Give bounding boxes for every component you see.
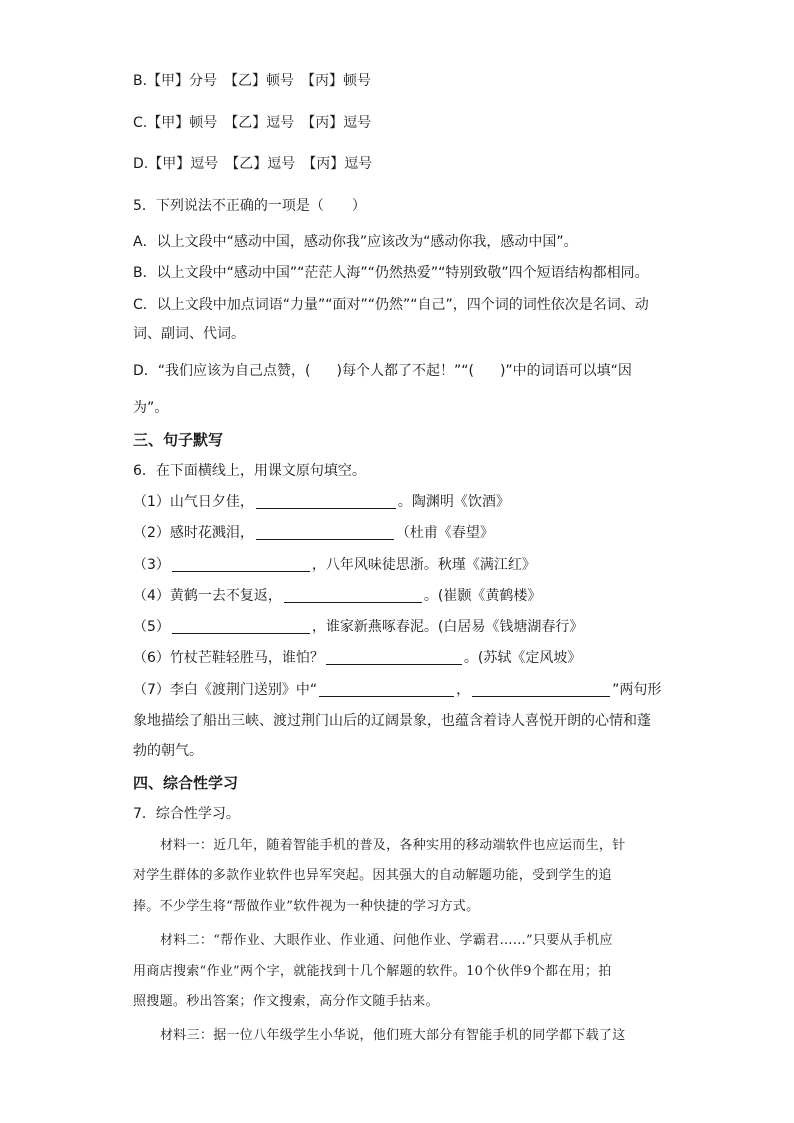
option-c: C.【甲】顿号 【乙】逗号 【丙】逗号: [133, 115, 372, 131]
q6-item-7-suffix: ”两句形: [612, 682, 662, 698]
option-d: D.【甲】逗号 【乙】逗号 【丙】逗号: [133, 156, 373, 172]
material-1-line1: 材料一：近几年，随着智能手机的普及，各种实用的移动端软件也应运而生，针: [160, 838, 626, 853]
q6-item-3-prefix: （3）: [133, 557, 170, 573]
material-1-line3: 捧。不少学生将“帮做作业”软件视为一种快捷的学习方式。: [133, 899, 480, 914]
q6-item-4-prefix: （4）黄鹤一去不复返，: [133, 588, 282, 604]
q6-item-6-suffix: 。(苏轼《定风坡》: [463, 650, 582, 666]
q5-option-d-line2: 为”。: [133, 400, 169, 416]
section-4-heading: 四、综合性学习: [133, 774, 239, 792]
q6-item-1-suffix: 。陶渊明《饮酒》: [397, 494, 510, 510]
answer-blank[interactable]: [256, 525, 394, 540]
q5-d-part2: )每个人都了不起！”“(: [336, 363, 474, 379]
answer-blank[interactable]: [172, 557, 310, 572]
q5-option-d-line1: [133, 361, 632, 381]
option-b: B.【甲】分号 【乙】顿号 【丙】顿号: [133, 73, 372, 89]
q5-d-part3: )”中的词语可以填“因: [499, 363, 632, 379]
q6-item-4: [133, 586, 541, 606]
q6-item-7-line2: 象地描绘了船出三峡、渡过荆门山后的辽阔景象，也蕴含着诗人喜悦开朗的心情和蓬: [133, 713, 651, 729]
material-2-line3: 照搜题。秒出答案；作文搜索，高分作文随手拈来。: [133, 994, 439, 1009]
answer-blank[interactable]: [472, 682, 610, 697]
material-2-line1: 材料二：“帮作业、大眼作业、作业通、问他作业、学霸君……”只要从手机应: [160, 933, 613, 948]
answer-blank[interactable]: [326, 650, 462, 665]
q6-item-6: [133, 648, 581, 668]
q6-item-7-comma: ，: [456, 682, 471, 698]
q6-item-2-prefix: （2）感时花溅泪，: [133, 525, 254, 541]
q6-item-5-prefix: （5）: [133, 619, 170, 635]
question-5-stem: 5．下列说法不正确的一项是（ ）: [133, 198, 366, 214]
q5-option-c-line1: C．以上文段中加点词语“力量”“面对”“仍然”“自己”，四个词的词性依次是名词、动: [133, 297, 649, 313]
question-6-stem: 6．在下面横线上，用课文原句填空。: [133, 463, 366, 479]
answer-blank[interactable]: [284, 588, 422, 603]
q6-item-1-prefix: （1）山气日夕佳，: [133, 494, 254, 510]
answer-blank[interactable]: [319, 682, 454, 697]
q5-option-b: B．以上文段中“感动中国”“茫茫人海”“仍然热爱”“特别致敬”四个短语结构都相同。: [133, 265, 649, 281]
q5-d-part1: D．“我们应该为自己点赞，(: [133, 363, 311, 379]
q5-option-c-line2: 词、副词、代词。: [133, 326, 245, 342]
question-7-stem: 7．综合性学习。: [133, 806, 240, 822]
q6-item-5-suffix: ，谁家新燕啄春泥。(白居易《钱塘湖春行》: [311, 619, 584, 635]
answer-blank[interactable]: [256, 494, 396, 509]
q6-item-5: [133, 617, 583, 637]
q5-option-a: A．以上文段中“感动中国，感动你我”应该改为“感动你我，感动中国”。: [133, 234, 578, 250]
q6-item-7-line3: 勃的朝气。: [133, 743, 203, 759]
material-3-line1: 材料三：据一位八年级学生小华说，他们班大部分有智能手机的同学都下载了这: [160, 1028, 626, 1043]
material-2-line2: 用商店搜索“作业”两个字，就能找到十几个解题的软件。10个伙伴9个都在用；拍: [133, 964, 612, 979]
section-3-heading: 三、句子默写: [133, 431, 224, 449]
answer-blank[interactable]: [172, 619, 310, 634]
material-1-line2: 对学生群体的多款作业软件也异军突起。因其强大的自动解题功能，受到学生的追: [133, 868, 612, 883]
q6-item-7-line1: [133, 680, 661, 700]
q6-item-6-prefix: （6）竹杖芒鞋轻胜马，谁怕？: [133, 650, 324, 666]
q6-item-3: [133, 555, 536, 575]
q6-item-4-suffix: 。(崔颢《黄鹤楼》: [423, 588, 542, 604]
q6-item-1: [133, 492, 510, 512]
q6-item-3-suffix: ，八年风味徒思浙。秋瑾《满江红》: [311, 557, 536, 573]
q6-item-2-suffix: （杜甫《春望》: [395, 525, 494, 541]
q6-item-7-prefix: （7）李白《渡荆门送别》中“: [133, 682, 318, 698]
q6-item-2: [133, 523, 494, 543]
